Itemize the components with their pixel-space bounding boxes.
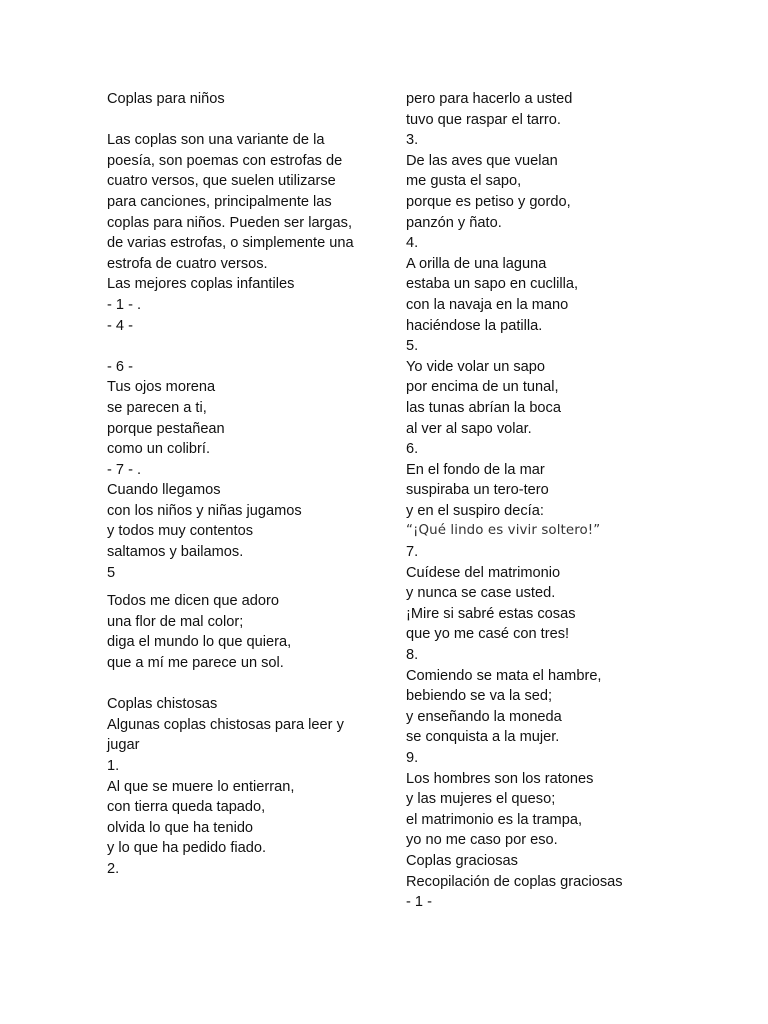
text-line: Coplas graciosas (406, 852, 518, 869)
text-line: 3. (406, 132, 419, 149)
text-line: y nunca se case usted. (406, 585, 556, 602)
text-line: Coplas para niños (107, 91, 225, 107)
text-line: olvida lo que ha tenido (107, 819, 254, 836)
text-line: con los niños y niñas jugamos (107, 502, 302, 519)
text-line: jugar (107, 737, 140, 754)
text-line: y todos muy contentos (107, 523, 254, 540)
text-line: tuvo que raspar el tarro. (406, 111, 561, 128)
text-line: me gusta el sapo, (406, 173, 522, 190)
text-line: Al que se muere lo entierran, (107, 778, 295, 795)
blank-line (107, 110, 387, 131)
text-line: Cuando llegamos (107, 482, 221, 499)
text-line: se conquista a la mujer. (406, 729, 560, 746)
text-line: 6. (406, 441, 419, 458)
text-line: - 7 - . (107, 461, 142, 478)
text-line: Las coplas son una variante de la (107, 132, 325, 149)
text-line: porque pestañean (107, 420, 225, 437)
text-line: una flor de mal color; (107, 613, 244, 630)
text-line: “¡Qué lindo es vivir soltero!” (406, 523, 601, 539)
blank-line (107, 674, 387, 695)
text-line: 5. (406, 338, 419, 355)
text-line: y enseñando la moneda (406, 708, 562, 725)
text-line: se parecen a ti, (107, 399, 207, 416)
text-line: y las mujeres el queso; (406, 791, 556, 808)
text-line: estrofa de cuatro versos. (107, 255, 268, 272)
text-line: ¡Mire si sabré estas cosas (406, 605, 576, 622)
text-line: Cuídese del matrimonio (406, 564, 561, 581)
text-line: 9. (406, 750, 419, 766)
text-line: poesía, son poemas con estrofas de (107, 152, 343, 169)
text-line: que yo me casé con tres! (406, 626, 570, 643)
text-line: diga el mundo lo que quiera, (107, 634, 292, 651)
text-line: Algunas coplas chistosas para leer y (107, 716, 344, 733)
text-line: que a mí me parece un sol. (107, 655, 284, 672)
text-line: Comiendo se mata el hambre, (406, 667, 602, 684)
text-line: Yo vide volar un sapo (406, 358, 546, 375)
text-line: estaba un sapo en cuclilla, (406, 276, 578, 293)
text-line: como un colibrí. (107, 441, 211, 458)
text-line: al ver al sapo volar. (406, 420, 532, 437)
text-line: - 4 - (107, 317, 133, 334)
text-line: porque es petiso y gordo, (406, 193, 571, 210)
text-line: cuatro versos, que suelen utilizarse (107, 173, 336, 190)
text-line: y en el suspiro decía: (406, 502, 544, 519)
text-line: - 1 - . (107, 296, 142, 313)
text-line: y lo que ha pedido fiado. (107, 840, 267, 857)
text-line: 2. (107, 860, 120, 877)
left-text-column (107, 89, 387, 880)
text-line: con tierra queda tapado, (107, 799, 266, 816)
text-line: 4. (406, 235, 419, 252)
blank-line (107, 336, 387, 357)
text-line: coplas para niños. Pueden ser largas, (107, 214, 353, 231)
text-line: suspiraba un tero-tero (406, 482, 549, 499)
text-line: A orilla de una laguna (406, 255, 547, 272)
text-line: para canciones, principalmente las (107, 193, 332, 210)
text-line: con la navaja en la mano (406, 296, 569, 313)
text-line: Las mejores coplas infantiles (107, 276, 295, 293)
text-line: 5 (107, 564, 116, 581)
text-line: las tunas abrían la boca (406, 399, 561, 416)
text-line: - 1 - (406, 894, 432, 911)
text-line: por encima de un tunal, (406, 379, 559, 396)
text-line: haciéndose la patilla. (406, 317, 543, 334)
text-line: saltamos y bailamos. (107, 544, 244, 561)
text-line: pero para hacerlo a usted (406, 91, 573, 107)
text-line: Recopilación de coplas graciosas (406, 873, 623, 890)
text-line: 7. (406, 544, 419, 561)
text-line: de varias estrofas, o simplemente una (107, 235, 354, 252)
text-line: De las aves que vuelan (406, 152, 558, 169)
text-line: En el fondo de la mar (406, 461, 545, 478)
text-line: panzón y ñato. (406, 214, 502, 231)
right-text-column (406, 89, 686, 913)
text-line: bebiendo se va la sed; (406, 688, 553, 705)
text-line: el matrimonio es la trampa, (406, 811, 583, 828)
text-line: Tus ojos morena (107, 379, 216, 396)
text-line: yo no me caso por eso. (406, 832, 558, 849)
text-line: Los hombres son los ratones (406, 770, 594, 787)
text-line: 8. (406, 647, 419, 664)
text-line: Coplas chistosas (107, 696, 218, 713)
text-line: Todos me dicen que adoro (107, 593, 279, 610)
text-line: - 6 - (107, 358, 133, 375)
text-line: 1. (107, 758, 120, 774)
